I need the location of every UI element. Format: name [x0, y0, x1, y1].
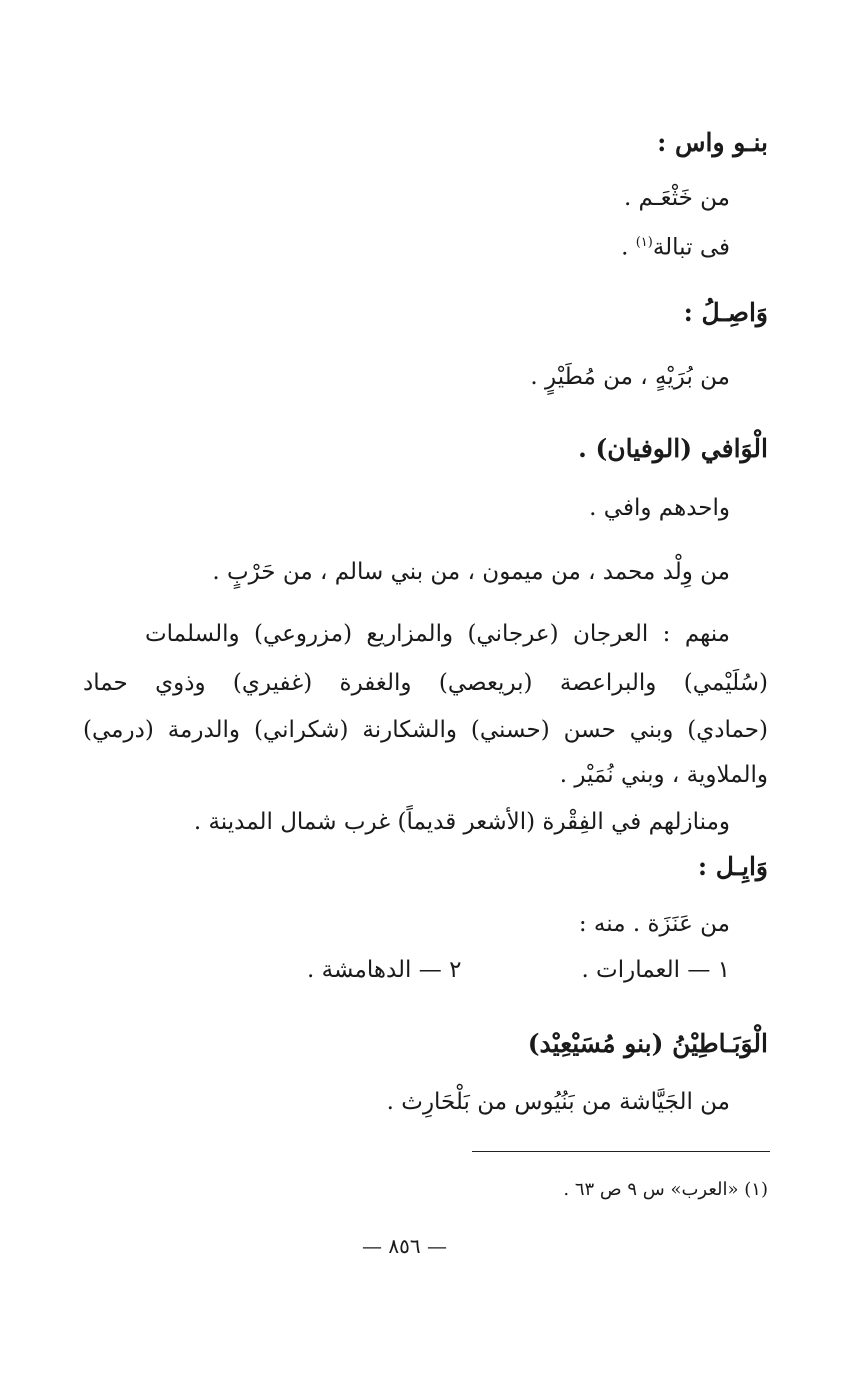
entry-heading-banu-was: بنـو واس :: [657, 128, 768, 157]
page-number: — ٨٥٦ —: [362, 1234, 447, 1258]
entry-line: من عَنَزَة . منه :: [578, 911, 730, 937]
entry-line: من بُرَيْهٍ ، من مُطَيْرٍ .: [530, 364, 730, 390]
entry-text: فى تبالة: [652, 234, 730, 261]
footnote-reference: (١): [635, 235, 653, 250]
list-item: ١ — العمارات .: [581, 957, 730, 983]
footnote: (١) «العرب» س ٩ ص ٦٣ .: [563, 1179, 768, 1200]
entry-heading-alwabatin: الْوَبَـاطِيْنُ (بنو مُسَيْعِيْد): [527, 1029, 768, 1058]
entry-line: (سُلَيْمي) والبراعصة (بريعصي) والغفرة (غفيري) وذوي حماد: [83, 670, 768, 696]
entry-line: ومنازلهم في الفِقْرة (الأشعر قديماً) غرب شمال المدينة .: [193, 809, 730, 835]
entry-text: .: [621, 234, 636, 261]
entry-line: واحدهم وافي .: [589, 495, 730, 521]
footnote-separator: [472, 1151, 770, 1152]
numbered-list: [307, 953, 730, 987]
list-item: ٢ — الدهامشة .: [307, 957, 462, 983]
entry-line: من الجَيَّاشة من بَنُيُوس من بَلْحَارِث .: [386, 1089, 730, 1115]
entry-heading-alwafi: الْوَافي (الوفيان) .: [578, 434, 768, 463]
entry-heading-wasil: وَاصِـلُ :: [683, 298, 768, 327]
entry-line: منهم : العرجان (عرجاني) والمزاريع (مزروعي) والسلمات: [145, 621, 730, 647]
entry-line: من خَثْعَـم .: [623, 185, 730, 211]
entry-line: من وِلْد محمد ، من ميمون ، من بني سالم ، من حَرْبٍ .: [212, 559, 730, 585]
entry-line: والملاوية ، وبني نُمَيْر .: [559, 762, 768, 788]
entry-line-with-footnote: [621, 226, 730, 265]
entry-line: (حمادي) وبني حسن (حسني) والشكارنة (شكراني) والدرمة (درمي): [83, 717, 768, 743]
entry-heading-wayil: وَايِـل :: [697, 852, 768, 881]
